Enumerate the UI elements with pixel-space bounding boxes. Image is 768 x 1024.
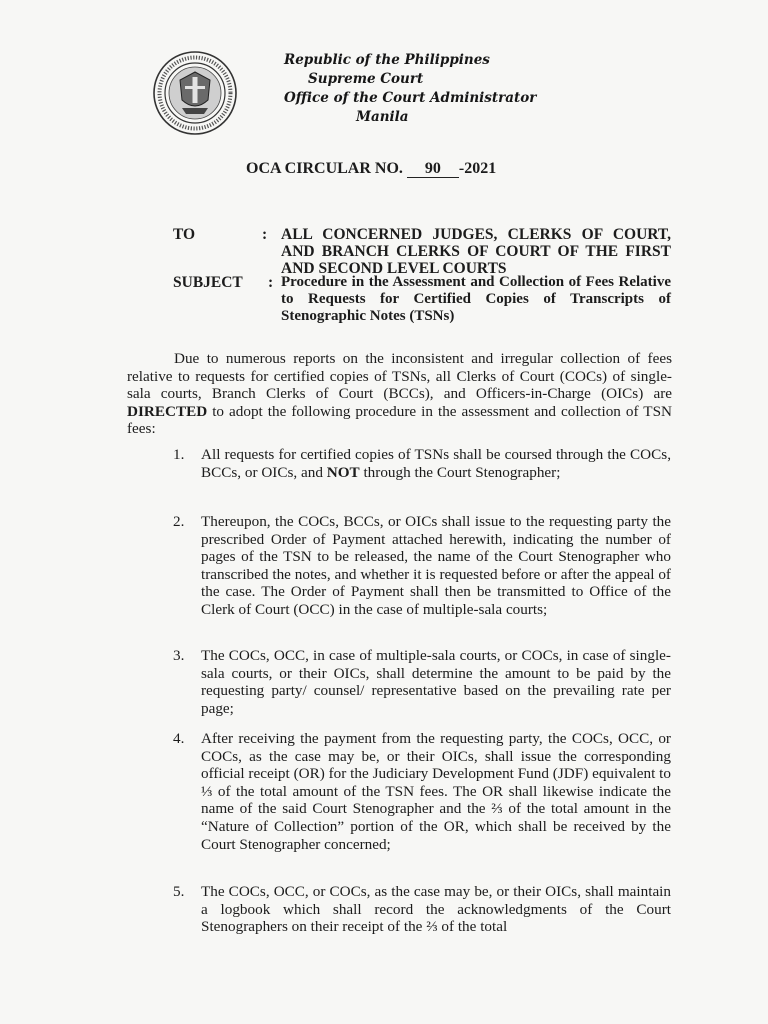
- list-item-text: After receiving the payment from the requesting party, the COCs, OCC, or COCs, as the case may be, or their OICs, shall issue the corresponding official receipt (OR) for the Judiciary Development Fund (JDF) equivalent to ⅓ of the total amount of the TSN fees. The OR shall likewise indicate the name of the said Court Stenographer and the ⅔ of the total amount in the “Nature of Collection” portion of the OR, which shall be received by the Court Stenographer concerned;: [201, 730, 671, 853]
- intro-emphasis: DIRECTED: [127, 402, 208, 420]
- letterhead-country: Republic of the Philippines: [284, 52, 490, 68]
- letterhead-court: Supreme Court: [308, 71, 424, 87]
- list-item-number: 2.: [173, 513, 185, 530]
- list-item-number: 1.: [173, 446, 185, 463]
- circular-number: 90: [407, 161, 459, 178]
- list-item-number: 4.: [173, 730, 185, 747]
- list-item-text: The COCs, OCC, in case of multiple-sala courts, or COCs, in case of single-sala courts, or their OICs, shall determine the amount to be paid by the requesting party/ counsel/ representative based on the prevailing rate per page;: [201, 647, 671, 717]
- letterhead: [284, 51, 584, 127]
- list-item-number: 5.: [173, 883, 185, 900]
- list-item-number: 3.: [173, 647, 185, 664]
- list-item-text: The COCs, OCC, or COCs, as the case may be, or their OICs, shall maintain a logbook which shall record the acknowledgments of the Court Stenographers on their receipt of the ⅔ of the total: [201, 883, 671, 936]
- intro-text-1: Due to numerous reports on the inconsistent and irregular collection of fees relative to requests for certified copies of TSNs, all Clerks of Court (COCs) of single-sala courts, Branch Clerks of Court (BCCs), and Officers-in-Charge (OICs) are: [127, 350, 672, 403]
- to-colon: :: [262, 226, 268, 243]
- subject-text: Procedure in the Assessment and Collection of Fees Relative to Requests for Certified Copies of Transcripts of Stenographic Notes (TSNs): [281, 274, 671, 324]
- intro-paragraph: [127, 350, 672, 438]
- circular-year: -2021: [458, 160, 497, 177]
- intro-text-2: to adopt the following procedure in the assessment and collection of TSN fees:: [127, 402, 672, 438]
- list-item-text: All requests for certified copies of TSNs shall be coursed through the COCs, BCCs, or OICs, and NOT through the Court Stenographer;: [201, 446, 671, 481]
- to-label: TO: [173, 226, 196, 243]
- to-recipients: ALL CONCERNED JUDGES, CLERKS OF COURT, AND BRANCH CLERKS OF COURT OF THE FIRST AND SECOND LEVEL COURTS: [281, 226, 671, 277]
- letterhead-city: Manila: [356, 109, 409, 125]
- circular-prefix: OCA CIRCULAR NO.: [246, 160, 403, 177]
- list-item-text: Thereupon, the COCs, BCCs, or OICs shall issue to the requesting party the prescribed Order of Payment attached herewith, indicating the number of pages of the TSN to be released, the name of the Court Stenographer who transcribed the notes, and whether it is requested before or after the appeal of the case. The Order of Payment shall then be transmitted to Office of the Clerk of Court (OCC) in the case of multiple-sala courts;: [201, 513, 671, 618]
- supreme-court-seal: [152, 50, 238, 136]
- letterhead-office: Office of the Court Administrator: [284, 90, 537, 106]
- subject-label: SUBJECT: [173, 274, 243, 291]
- not-emphasis: NOT: [326, 463, 360, 481]
- circular-number-line: [246, 160, 496, 178]
- subject-colon: :: [268, 274, 274, 291]
